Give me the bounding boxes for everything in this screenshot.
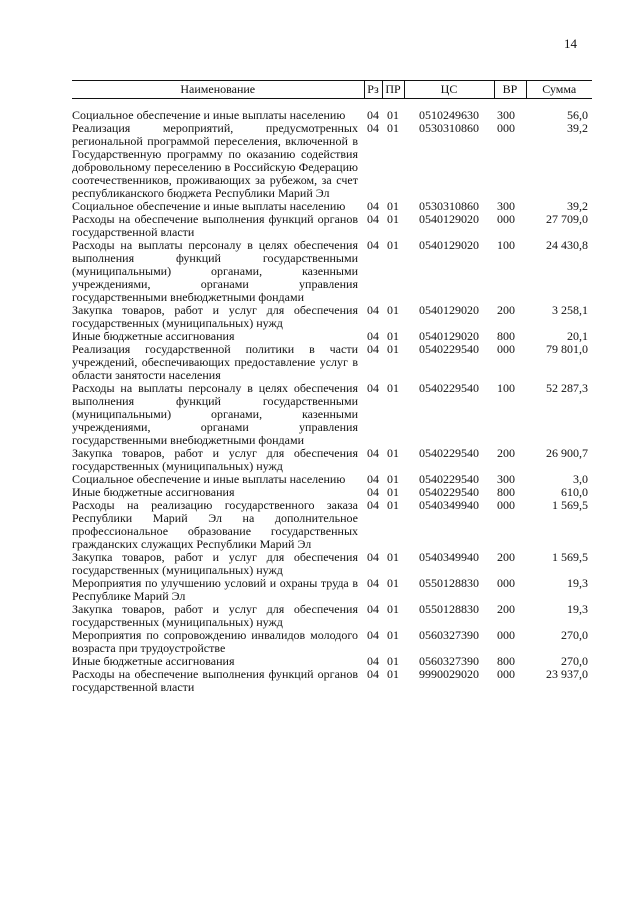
header-vr: ВР: [494, 81, 526, 99]
cell-name: Реализация мероприятий, предусмотренных региональной программой переселения, включенной в Государственную программу по оказанию содействия добровольному переселению в Российскую Федерацию соотечественников, проживающих за рубежом, за счет республиканского бюджета Республики Марий Эл: [72, 121, 358, 200]
cell-pr: 01: [387, 446, 399, 460]
cell-sum: 39,2: [567, 121, 588, 135]
cell-name: Расходы на обеспечение выполнения функций органов государственной власти: [72, 212, 358, 239]
header-rz: Рз: [364, 81, 382, 99]
cell-sum: 24 430,8: [546, 238, 588, 252]
cell-rz: 04: [367, 212, 379, 226]
table-row: [72, 99, 592, 123]
cell-pr: 01: [387, 238, 399, 252]
cell-vr: 000: [497, 667, 515, 681]
cell-sum: 19,3: [567, 602, 588, 616]
cell-cs: 0540129020: [419, 303, 479, 317]
cell-sum: 19,3: [567, 576, 588, 590]
cell-pr: 01: [387, 212, 399, 226]
header-pr: ПР: [382, 81, 404, 99]
cell-cs: 0560327390: [419, 628, 479, 642]
cell-rz: 04: [367, 329, 379, 343]
table-row: [72, 577, 592, 603]
table-row: [72, 343, 592, 382]
cell-sum: 39,2: [567, 199, 588, 213]
cell-sum: 52 287,3: [546, 381, 588, 395]
cell-vr: 000: [497, 498, 515, 512]
cell-rz: 04: [367, 199, 379, 213]
table-row: [72, 213, 592, 239]
header-name: Наименование: [72, 81, 364, 99]
cell-vr: 100: [497, 238, 515, 252]
cell-vr: 200: [497, 446, 515, 460]
cell-rz: 04: [367, 472, 379, 486]
table-row: [72, 603, 592, 629]
cell-cs: 0540349940: [419, 498, 479, 512]
cell-rz: 04: [367, 121, 379, 135]
cell-name: Иные бюджетные ассигнования: [72, 654, 235, 668]
cell-pr: 01: [387, 381, 399, 395]
cell-vr: 200: [497, 303, 515, 317]
cell-rz: 04: [367, 550, 379, 564]
header-cs: ЦС: [404, 81, 494, 99]
cell-name: Расходы на реализацию государственного заказа Республики Марий Эл на дополнительное профессиональное образование государственных гражданских служащих Республики Марий Эл: [72, 498, 358, 551]
page-number: 14: [564, 36, 577, 51]
cell-rz: 04: [367, 446, 379, 460]
cell-name: Социальное обеспечение и иные выплаты населению: [72, 108, 346, 122]
cell-cs: 0540129020: [419, 212, 479, 226]
cell-name: Закупка товаров, работ и услуг для обеспечения государственных (муниципальных) нужд: [72, 550, 358, 577]
cell-name: Закупка товаров, работ и услуг для обеспечения государственных (муниципальных) нужд: [72, 446, 358, 473]
cell-cs: 0540349940: [419, 550, 479, 564]
table-row: [72, 551, 592, 577]
cell-rz: 04: [367, 602, 379, 616]
table-body: [72, 99, 592, 695]
cell-sum: 20,1: [567, 329, 588, 343]
cell-name: Иные бюджетные ассигнования: [72, 485, 235, 499]
cell-pr: 01: [387, 342, 399, 356]
cell-cs: 0540229540: [419, 472, 479, 486]
cell-pr: 01: [387, 498, 399, 512]
cell-pr: 01: [387, 108, 399, 122]
cell-name: Мероприятия по сопровождению инвалидов молодого возраста при трудоустройстве: [72, 628, 358, 655]
cell-cs: 0510249630: [419, 108, 479, 122]
table-row: [72, 382, 592, 447]
cell-pr: 01: [387, 550, 399, 564]
cell-pr: 01: [387, 199, 399, 213]
cell-sum: 26 900,7: [546, 446, 588, 460]
table-row: [72, 122, 592, 200]
cell-rz: 04: [367, 498, 379, 512]
table-row: [72, 668, 592, 694]
cell-cs: 0550128830: [419, 602, 479, 616]
cell-name: Иные бюджетные ассигнования: [72, 329, 235, 343]
cell-sum: 1 569,5: [552, 498, 588, 512]
cell-cs: 0540129020: [419, 238, 479, 252]
cell-sum: 3 258,1: [552, 303, 588, 317]
cell-vr: 300: [497, 199, 515, 213]
cell-vr: 300: [497, 472, 515, 486]
cell-name: Социальное обеспечение и иные выплаты населению: [72, 199, 346, 213]
cell-cs: 0540129020: [419, 329, 479, 343]
cell-name: Закупка товаров, работ и услуг для обеспечения государственных (муниципальных) нужд: [72, 602, 358, 629]
cell-name: Расходы на выплаты персоналу в целях обеспечения выполнения функций государственными (муниципальными) органами, казенными учреждениями, органами управления государственными внебюджетными фондами: [72, 381, 358, 447]
cell-sum: 56,0: [567, 108, 588, 122]
cell-name: Расходы на обеспечение выполнения функций органов государственной власти: [72, 667, 358, 694]
cell-vr: 000: [497, 342, 515, 356]
table-row: [72, 447, 592, 473]
cell-rz: 04: [367, 667, 379, 681]
cell-pr: 01: [387, 303, 399, 317]
cell-cs: 0550128830: [419, 576, 479, 590]
cell-vr: 000: [497, 576, 515, 590]
cell-pr: 01: [387, 472, 399, 486]
table-row: [72, 499, 592, 551]
table-row: [72, 239, 592, 304]
cell-pr: 01: [387, 667, 399, 681]
cell-cs: 0530310860: [419, 199, 479, 213]
cell-rz: 04: [367, 342, 379, 356]
cell-name: Мероприятия по улучшению условий и охраны труда в Республике Марий Эл: [72, 576, 358, 603]
cell-vr: 200: [497, 550, 515, 564]
cell-rz: 04: [367, 381, 379, 395]
cell-cs: 0540229540: [419, 446, 479, 460]
cell-pr: 01: [387, 602, 399, 616]
cell-cs: 0540229540: [419, 342, 479, 356]
cell-sum: 270,0: [561, 628, 588, 642]
cell-vr: 300: [497, 108, 515, 122]
cell-sum: 27 709,0: [546, 212, 588, 226]
cell-pr: 01: [387, 576, 399, 590]
cell-sum: 270,0: [561, 654, 588, 668]
cell-vr: 000: [497, 212, 515, 226]
cell-vr: 200: [497, 602, 515, 616]
cell-sum: 23 937,0: [546, 667, 588, 681]
cell-sum: 1 569,5: [552, 550, 588, 564]
cell-pr: 01: [387, 121, 399, 135]
cell-cs: 0530310860: [419, 121, 479, 135]
cell-vr: 000: [497, 121, 515, 135]
table-header-row: [72, 81, 592, 99]
cell-rz: 04: [367, 485, 379, 499]
cell-name: Расходы на выплаты персоналу в целях обеспечения выполнения функций государственными (муниципальными) органами, казенными учреждениями, органами управления государственными внебюджетными фондами: [72, 238, 358, 304]
cell-rz: 04: [367, 654, 379, 668]
cell-rz: 04: [367, 238, 379, 252]
cell-vr: 800: [497, 654, 515, 668]
cell-sum: 3,0: [573, 472, 588, 486]
cell-vr: 000: [497, 628, 515, 642]
cell-pr: 01: [387, 485, 399, 499]
cell-pr: 01: [387, 654, 399, 668]
cell-pr: 01: [387, 628, 399, 642]
cell-vr: 800: [497, 485, 515, 499]
cell-rz: 04: [367, 303, 379, 317]
cell-sum: 610,0: [561, 485, 588, 499]
table-row: [72, 629, 592, 655]
cell-name: Реализация государственной политики в части учреждений, обеспечивающих предоставление услуг в области занятости населения: [72, 342, 358, 382]
cell-sum: 79 801,0: [546, 342, 588, 356]
cell-vr: 800: [497, 329, 515, 343]
cell-cs: 9990029020: [419, 667, 479, 681]
cell-cs: 0540229540: [419, 381, 479, 395]
cell-rz: 04: [367, 628, 379, 642]
cell-rz: 04: [367, 576, 379, 590]
cell-rz: 04: [367, 108, 379, 122]
header-sum: Сумма: [526, 81, 592, 99]
cell-cs: 0540229540: [419, 485, 479, 499]
cell-vr: 100: [497, 381, 515, 395]
cell-name: Социальное обеспечение и иные выплаты населению: [72, 472, 346, 486]
table-row: [72, 304, 592, 330]
cell-name: Закупка товаров, работ и услуг для обеспечения государственных (муниципальных) нужд: [72, 303, 358, 330]
budget-table: [72, 80, 592, 694]
cell-cs: 0560327390: [419, 654, 479, 668]
cell-pr: 01: [387, 329, 399, 343]
